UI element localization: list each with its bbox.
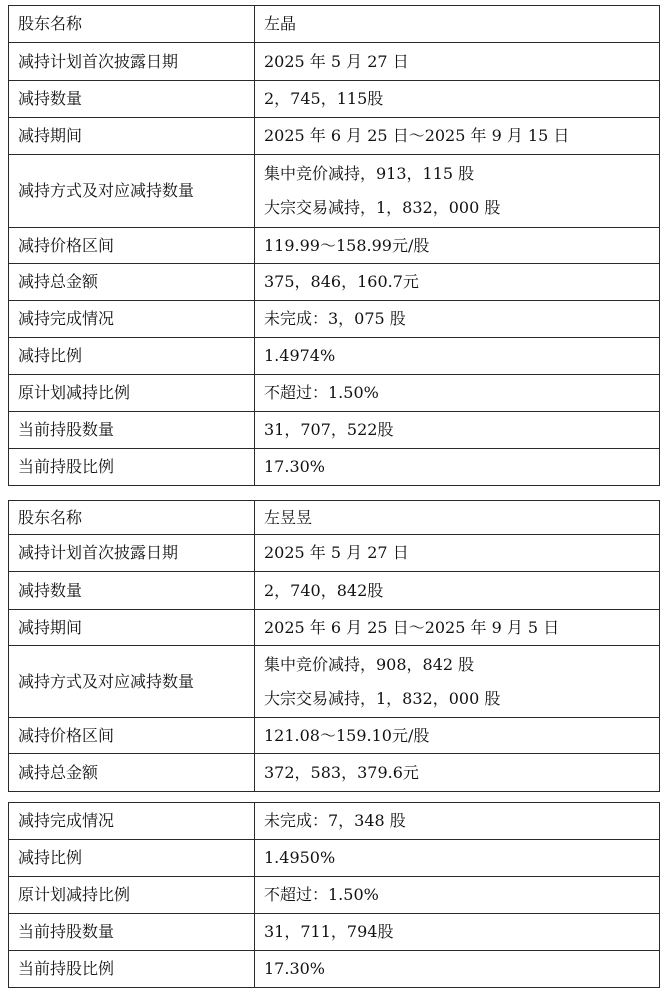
table-row: [9, 535, 660, 572]
field-value: 2025 年 6 月 25 日～2025 年 9 月 5 日: [255, 610, 660, 646]
field-value: 2025 年 6 月 25 日～2025 年 9 月 15 日: [255, 118, 660, 155]
table-row: [9, 81, 660, 118]
field-value: 左晶: [255, 6, 660, 43]
table-row: [9, 754, 660, 792]
field-label: 减持方式及对应减持数量: [9, 646, 255, 718]
field-value: 17.30%: [255, 951, 660, 988]
field-label: 减持计划首次披露日期: [9, 535, 255, 572]
field-label: 减持数量: [9, 81, 255, 118]
field-label: 减持完成情况: [9, 301, 255, 338]
field-value: [255, 646, 660, 718]
table-row: [9, 449, 660, 486]
field-label: 减持总金额: [9, 264, 255, 301]
field-label: 股东名称: [9, 6, 255, 43]
field-label: 当前持股比例: [9, 951, 255, 988]
table-row: [9, 501, 660, 535]
field-label: 减持方式及对应减持数量: [9, 155, 255, 228]
field-value: 17.30%: [255, 449, 660, 486]
table-row: [9, 118, 660, 155]
field-label: 减持总金额: [9, 754, 255, 792]
field-value: 未完成：3，075 股: [255, 301, 660, 338]
field-value: 2025 年 5 月 27 日: [255, 535, 660, 572]
table-row: [9, 338, 660, 375]
field-label: 当前持股数量: [9, 914, 255, 951]
field-label: 减持期间: [9, 118, 255, 155]
method-line-centralized-bidding: 集中竞价减持，913，115 股: [264, 164, 475, 183]
field-value: [255, 155, 660, 228]
field-value: 375，846，160.7元: [255, 264, 660, 301]
table-row: [9, 412, 660, 449]
table-row: [9, 301, 660, 338]
method-line-block-trade: 大宗交易减持，1，832，000 股: [264, 688, 501, 708]
field-label: 减持比例: [9, 338, 255, 375]
field-label: 当前持股比例: [9, 449, 255, 486]
table-row: [9, 43, 660, 81]
field-label: 减持比例: [9, 840, 255, 877]
field-value: 31，707，522股: [255, 412, 660, 449]
field-value: 左昱昱: [255, 501, 660, 535]
table-row: [9, 803, 660, 840]
field-value: 不超过：1.50%: [255, 375, 660, 412]
method-line-centralized-bidding: 集中竞价减持，908，842 股: [264, 654, 475, 674]
field-label: 减持数量: [9, 572, 255, 610]
table-row: [9, 6, 660, 43]
table-row: [9, 228, 660, 264]
field-value: 31，711，794股: [255, 914, 660, 951]
field-value: 2025 年 5 月 27 日: [255, 43, 660, 81]
field-label: 当前持股数量: [9, 412, 255, 449]
field-label: 股东名称: [9, 501, 255, 535]
field-value: 121.08～159.10元/股: [255, 718, 660, 754]
shareholder-table-continued: [8, 802, 660, 988]
field-label: 原计划减持比例: [9, 375, 255, 412]
field-label: 减持价格区间: [9, 718, 255, 754]
field-value: 不超过：1.50%: [255, 877, 660, 914]
field-label: 减持完成情况: [9, 803, 255, 840]
table-row: [9, 914, 660, 951]
field-value: 1.4950%: [255, 840, 660, 877]
table-row: [9, 572, 660, 610]
field-value: 119.99～158.99元/股: [255, 228, 660, 264]
field-label: 减持期间: [9, 610, 255, 646]
table-row: [9, 718, 660, 754]
shareholder-table-zuo-jing: [8, 5, 660, 486]
field-value: 372，583，379.6元: [255, 754, 660, 792]
field-value: 2，740，842股: [255, 572, 660, 610]
table-row: [9, 375, 660, 412]
table-row: [9, 877, 660, 914]
table-row: [9, 646, 660, 718]
field-label: 减持价格区间: [9, 228, 255, 264]
field-value: 1.4974%: [255, 338, 660, 375]
table-row: [9, 610, 660, 646]
table-row: [9, 264, 660, 301]
table-row: [9, 951, 660, 988]
method-line-block-trade: 大宗交易减持，1，832，000 股: [264, 198, 501, 217]
table-row: [9, 840, 660, 877]
field-value: 2，745，115股: [255, 81, 660, 118]
shareholder-table-zuo-yuyu: [8, 500, 660, 792]
field-label: 原计划减持比例: [9, 877, 255, 914]
field-value: 未完成：7，348 股: [255, 803, 660, 840]
table-row: [9, 155, 660, 228]
field-label: 减持计划首次披露日期: [9, 43, 255, 81]
